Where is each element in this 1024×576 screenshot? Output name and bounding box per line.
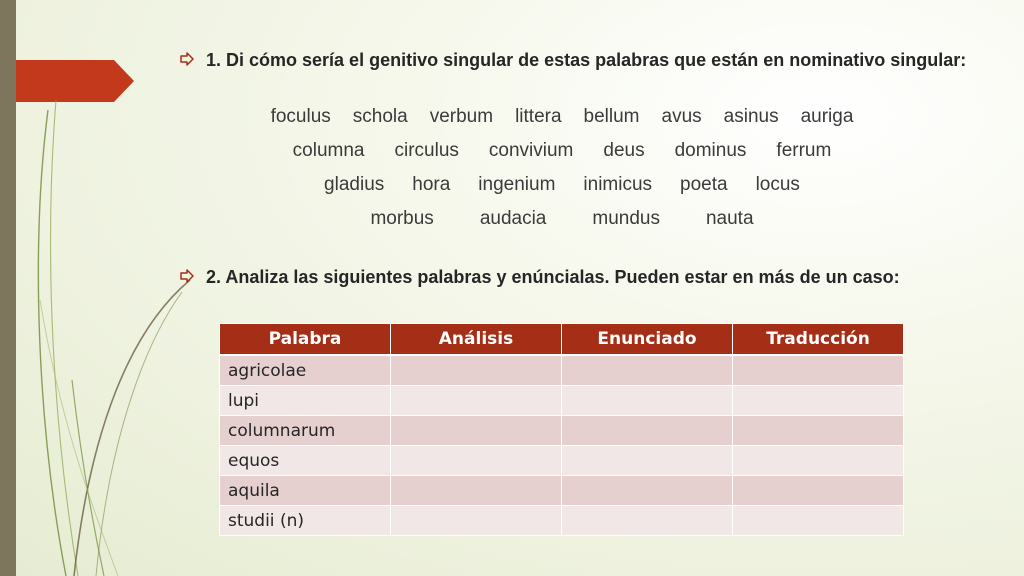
- word: locus: [755, 174, 800, 195]
- translation-cell: [733, 386, 904, 416]
- table-row: [220, 416, 904, 446]
- word: asinus: [723, 106, 779, 127]
- table-row: [220, 386, 904, 416]
- word: circulus: [394, 140, 459, 161]
- word: hora: [412, 174, 451, 195]
- word-list: [190, 103, 934, 239]
- translation-cell: [733, 446, 904, 476]
- word-cell: lupi: [220, 386, 391, 416]
- word-cell: agricolae: [220, 355, 391, 386]
- bullet-arrow-icon: [180, 49, 206, 66]
- word-cell: studii (n): [220, 506, 391, 536]
- word: littera: [515, 106, 562, 127]
- word: auriga: [800, 106, 854, 127]
- word: avus: [661, 106, 702, 127]
- word-line: [190, 205, 934, 239]
- analysis-cell: [391, 506, 562, 536]
- word-line: [190, 137, 934, 171]
- word: morbus: [370, 208, 434, 229]
- word: bellum: [583, 106, 640, 127]
- statement-cell: [562, 355, 733, 386]
- analysis-cell: [391, 386, 562, 416]
- word-cell: columnarum: [220, 416, 391, 446]
- analysis-table: [219, 323, 904, 536]
- analysis-cell: [391, 446, 562, 476]
- table-header-row: [220, 324, 904, 356]
- statement-cell: [562, 416, 733, 446]
- question-2: [180, 266, 920, 288]
- word: gladius: [324, 174, 385, 195]
- question-1: [180, 49, 970, 71]
- bullet-arrow-icon: [180, 266, 206, 283]
- table-row: [220, 506, 904, 536]
- word-line: [190, 171, 934, 205]
- word: convivium: [488, 140, 574, 161]
- analysis-cell: [391, 355, 562, 386]
- word: poeta: [680, 174, 728, 195]
- column-header-palabra: Palabra: [220, 324, 391, 356]
- title-tab-arrow: [16, 60, 134, 102]
- word: verbum: [429, 106, 494, 127]
- analysis-cell: [391, 416, 562, 446]
- statement-cell: [562, 446, 733, 476]
- word: ferrum: [776, 140, 832, 161]
- word: ingenium: [478, 174, 556, 195]
- word: mundus: [592, 208, 660, 229]
- question-1-text: 1. Di cómo sería el genitivo singular de estas palabras que están en nominativo singular:: [206, 50, 967, 70]
- word: nauta: [705, 208, 754, 229]
- word-cell: equos: [220, 446, 391, 476]
- statement-cell: [562, 476, 733, 506]
- table-row: [220, 355, 904, 386]
- translation-cell: [733, 416, 904, 446]
- word: foculus: [270, 106, 331, 127]
- translation-cell: [733, 355, 904, 386]
- word: audacia: [479, 208, 547, 229]
- table-row: [220, 476, 904, 506]
- word: inimicus: [583, 174, 653, 195]
- column-header-traduccion: Traducción: [733, 324, 904, 356]
- word-line: [190, 103, 934, 137]
- left-sidebar-bar: [0, 0, 16, 576]
- statement-cell: [562, 506, 733, 536]
- statement-cell: [562, 386, 733, 416]
- column-header-analisis: Análisis: [391, 324, 562, 356]
- word: schola: [352, 106, 408, 127]
- translation-cell: [733, 506, 904, 536]
- word: deus: [603, 140, 645, 161]
- question-2-text: 2. Analiza las siguientes palabras y enúncialas. Pueden estar en más de un caso:: [206, 267, 900, 287]
- word-cell: aquila: [220, 476, 391, 506]
- analysis-cell: [391, 476, 562, 506]
- word: dominus: [674, 140, 747, 161]
- table-row: [220, 446, 904, 476]
- word: columna: [292, 140, 365, 161]
- column-header-enunciado: Enunciado: [562, 324, 733, 356]
- translation-cell: [733, 476, 904, 506]
